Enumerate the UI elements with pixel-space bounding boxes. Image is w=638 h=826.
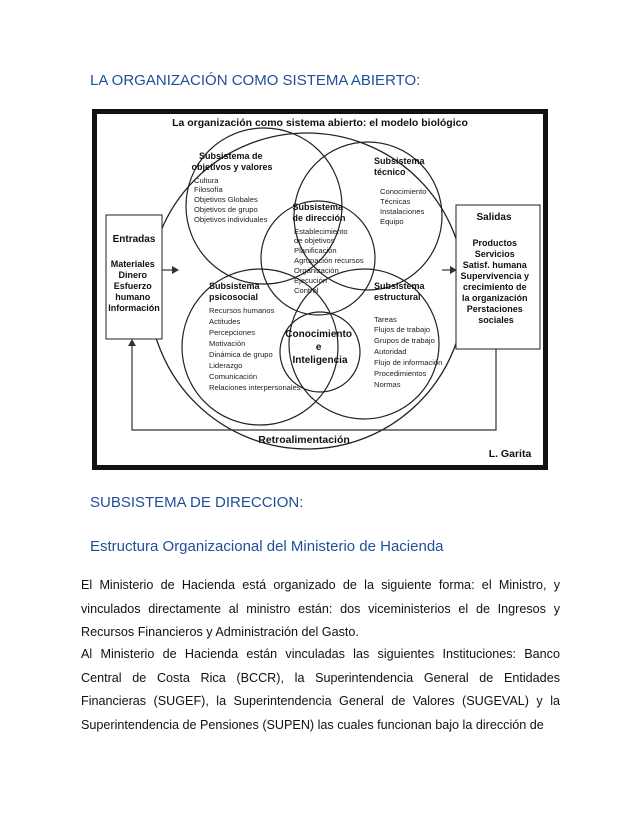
technical-items: Conocimiento Técnicas Instalaciones Equipo	[380, 187, 427, 226]
psychosocial-title: Subsistema psicosocial	[209, 281, 260, 302]
open-system-diagram	[92, 109, 548, 470]
inputs-title: Entradas	[112, 234, 156, 245]
technical-title: Subsistema técnico	[374, 156, 425, 177]
feedback-label: Retroalimentación	[258, 434, 350, 446]
text-line: Al Ministerio de Hacienda están vinculadas las siguientes Instituciones: Banco	[81, 647, 560, 661]
text-line: Superintendencia de Pensiones (SUPEN) las cuales funcionan bajo la dirección de	[81, 717, 544, 732]
section-heading: SUBSISTEMA DE DIRECCION:	[90, 494, 304, 511]
values-items: Cultura Filosofía Objetivos Globales Objetivos de grupo Objetivos individuales	[194, 176, 268, 224]
text-line: Financieras (SUGEF), la Superintendencia General de Valores (SUGEVAL) y la	[81, 694, 560, 708]
paragraph-2	[81, 643, 560, 737]
text-line: Recursos Financieros y Administración del Gasto.	[81, 625, 359, 639]
structural-title: Subsistema estructural	[374, 281, 425, 302]
paragraph-1	[81, 574, 560, 645]
diagram-title: La organización como sistema abierto: el modelo biológico	[172, 117, 468, 129]
text-line: vinculados directamente al ministro están: dos viceministerios el de Ingresos y	[81, 601, 560, 616]
text-line: Central de Costa Rica (BCCR), la Superintendencia General de Entidades	[81, 670, 560, 685]
page-heading: LA ORGANIZACIÓN COMO SISTEMA ABIERTO:	[90, 72, 421, 89]
author-label: L. Garita	[488, 448, 532, 460]
values-title: Subsistema de objetivos y valores	[191, 151, 273, 172]
direction-title: Subsistema de dirección	[292, 202, 346, 223]
outputs-title: Salidas	[476, 212, 512, 223]
section-subheading: Estructura Organizacional del Ministerio de Hacienda	[90, 538, 444, 555]
psychosocial-items: Recursos humanos Actitudes Percepciones Motivación Dinámica de grupo Liderazgo Comunicación Relaciones interpersonales	[209, 306, 301, 392]
inputs-items: Materiales Dinero Esfuerzo humano Información	[108, 259, 160, 313]
text-line: El Ministerio de Hacienda está organizado de la siguiente forma: el Ministro, y	[81, 578, 560, 592]
knowledge-title: Conocimiento e Inteligencia	[285, 329, 352, 366]
structural-items: Tareas Flujos de trabajo Grupos de trabajo Autoridad Flujo de información Procedimientos Normas	[374, 315, 443, 389]
direction-items: Establecimiento de objetivos Planificación Agrupación recursos Organización Ejecución Control	[294, 227, 364, 295]
outputs-items: Productos Servicios Satisf. humana Supervivencia y crecimiento de la organización Perstaciones sociales	[460, 238, 530, 325]
